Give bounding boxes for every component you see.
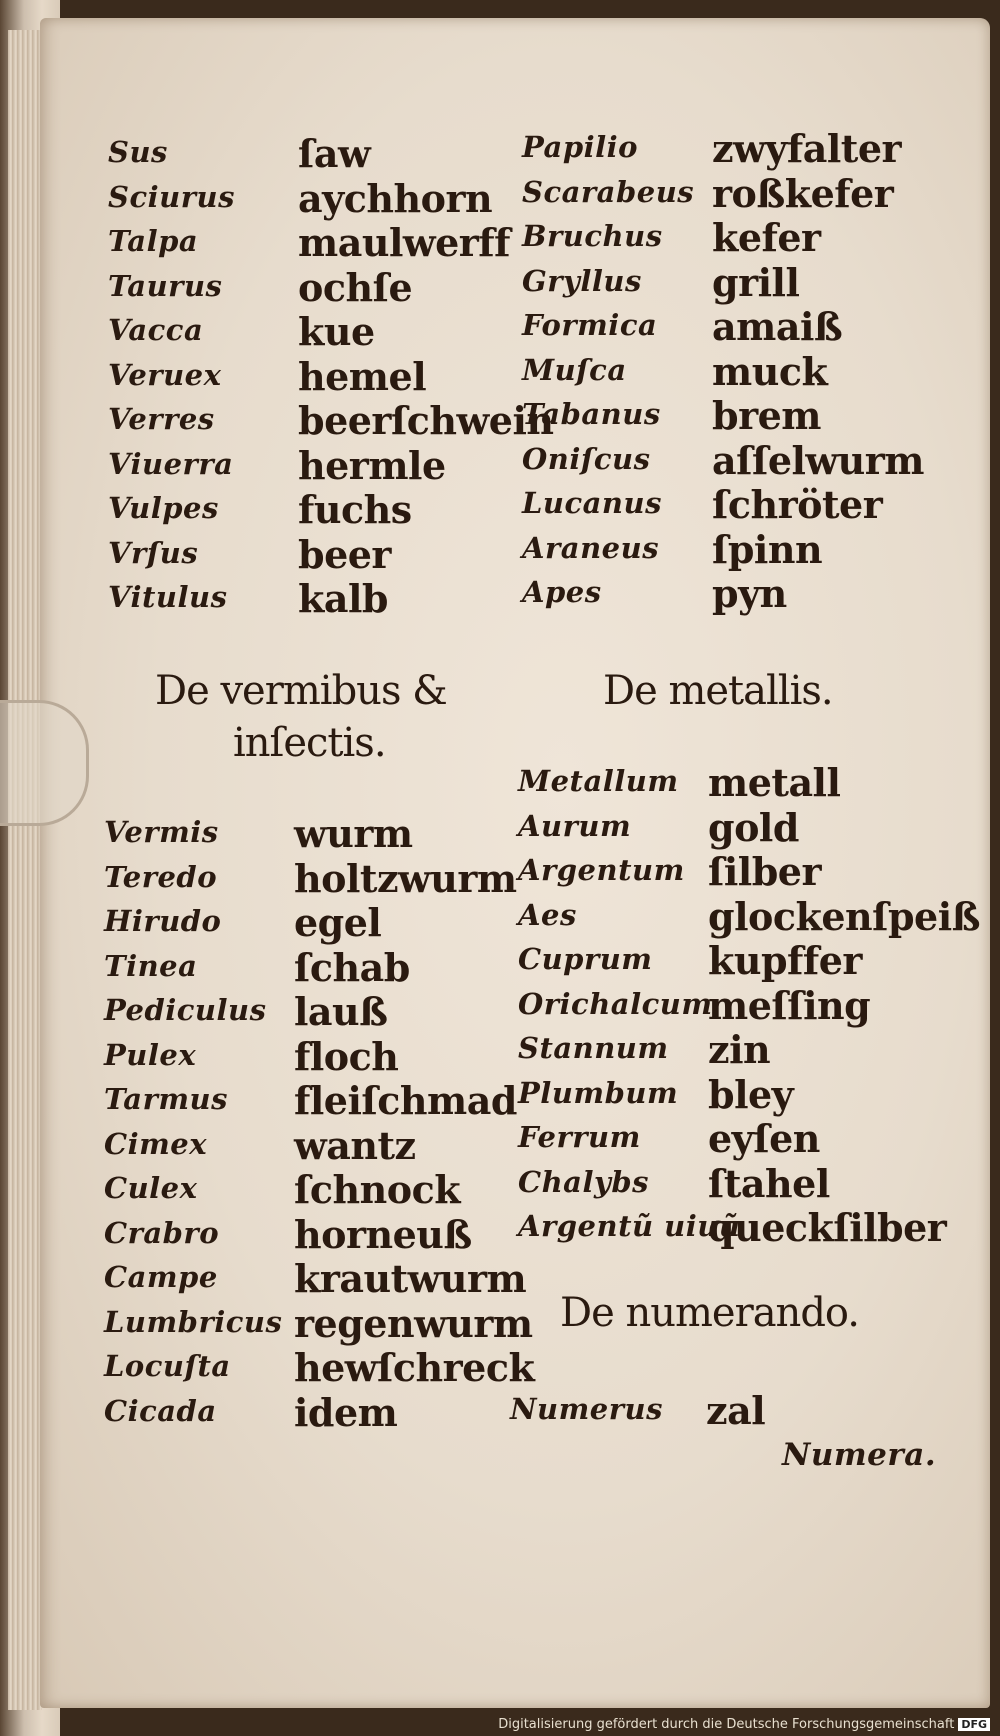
german-term: hemel <box>298 353 427 399</box>
german-term: fuchs <box>298 487 412 532</box>
latin-term: Veruex <box>108 357 222 392</box>
german-term: wantz <box>294 1122 416 1168</box>
german-term: brem <box>712 393 821 438</box>
latin-term: Scarabeus <box>522 174 695 209</box>
latin-term: Argentum <box>518 853 685 887</box>
latin-term: Metallum <box>518 764 679 798</box>
german-term: kalb <box>298 576 388 621</box>
latin-term: Apes <box>522 575 602 609</box>
latin-term: Ferrum <box>518 1120 641 1154</box>
latin-term: Muſca <box>522 352 627 387</box>
german-term: hermle <box>298 442 446 488</box>
german-term: bley <box>708 1071 794 1117</box>
page-tab-marker <box>0 700 89 826</box>
german-term: ochſe <box>298 264 413 310</box>
latin-term: Vulpes <box>108 491 219 525</box>
german-term: horneuß <box>294 1211 472 1257</box>
german-term: ſchröter <box>712 482 883 527</box>
latin-term: Orichalcum <box>518 986 713 1021</box>
german-term: idem <box>294 1389 398 1435</box>
footer-text: Digitalisierung gefördert durch die Deutsche Forschungsgemeinschaft <box>498 1717 955 1732</box>
german-term: beer <box>298 531 391 577</box>
latin-term: Crabro <box>104 1215 220 1250</box>
latin-term: Lucanus <box>522 486 662 520</box>
heading-de-metallis: De metallis. <box>603 668 833 714</box>
latin-term: Oniſcus <box>522 441 651 476</box>
german-term: grill <box>712 259 800 305</box>
latin-term: Tarmus <box>104 1082 228 1116</box>
german-term: ſpinn <box>712 526 823 572</box>
german-term: pyn <box>712 571 787 616</box>
latin-term: Bruchus <box>522 219 663 253</box>
latin-term: Formica <box>522 308 658 342</box>
german-term: meſſing <box>708 982 871 1028</box>
german-term: wurm <box>294 811 413 856</box>
german-term: regenwurm <box>294 1300 533 1346</box>
german-term: zin <box>708 1027 771 1072</box>
latin-term: Cicada <box>104 1393 217 1428</box>
numerus-entry <box>510 1388 810 1436</box>
latin-term: Gryllus <box>522 263 642 298</box>
latin-term: Taurus <box>108 268 223 303</box>
latin-term: Locuſta <box>104 1349 231 1383</box>
german-term: maulwerff <box>298 220 510 265</box>
latin-term: Culex <box>104 1171 198 1205</box>
latin-term: Tabanus <box>522 397 661 431</box>
german-term: zwyfalter <box>712 126 902 171</box>
german-term: ſilber <box>708 849 821 894</box>
page-stack-edge <box>8 30 42 1710</box>
german-term: floch <box>294 1033 399 1079</box>
latin-term: Pulex <box>104 1037 197 1072</box>
latin-term: Lumbricus <box>104 1304 283 1339</box>
german-term: beerſchwein <box>298 398 554 443</box>
latin-term: Cuprum <box>518 942 653 976</box>
latin-term: Vrſus <box>108 535 199 570</box>
latin-term: Viuerra <box>108 446 234 481</box>
latin-term: Vitulus <box>108 580 228 614</box>
german-term: gold <box>708 804 799 850</box>
latin-term: Vacca <box>108 313 204 347</box>
latin-term: Aes <box>518 897 577 932</box>
german-term: queckſilber <box>708 1205 947 1250</box>
latin-term: Numerus <box>510 1392 663 1426</box>
german-term: kue <box>298 309 375 354</box>
german-term: hewſchreck <box>294 1345 535 1390</box>
dfg-logo: DFG <box>958 1718 990 1731</box>
latin-term: Aurum <box>518 808 632 843</box>
german-term: amaiß <box>712 304 843 349</box>
german-term: muck <box>712 348 828 394</box>
catchword: Numera. <box>782 1437 937 1473</box>
latin-term: Argentũ uiuũ <box>518 1209 741 1243</box>
german-term: ſchab <box>294 944 410 990</box>
latin-term: Pediculus <box>104 993 267 1027</box>
german-term: krautwurm <box>294 1256 527 1301</box>
latin-term: Araneus <box>522 530 660 565</box>
german-term: metall <box>708 760 841 805</box>
german-term: kefer <box>712 215 821 260</box>
latin-term: Cimex <box>104 1126 208 1161</box>
latin-term: Chalybs <box>518 1164 649 1199</box>
german-term: holtzwurm <box>294 855 517 901</box>
german-term: fleiſchmad <box>294 1078 517 1123</box>
german-term: eyſen <box>708 1116 820 1161</box>
german-term: aſſelwurm <box>712 437 924 483</box>
german-term: ſaw <box>298 131 371 176</box>
german-term: lauß <box>294 989 388 1034</box>
german-term: ſtahel <box>708 1160 830 1206</box>
latin-term: Sus <box>108 135 168 169</box>
latin-term: Vermis <box>104 815 219 849</box>
german-term: aychhorn <box>298 175 493 221</box>
footer-credit <box>498 1717 990 1732</box>
latin-term: Tinea <box>104 948 198 983</box>
latin-term: Verres <box>108 402 215 436</box>
german-term: roßkefer <box>712 170 894 216</box>
latin-term: Papilio <box>522 130 638 164</box>
latin-term: Plumbum <box>518 1075 679 1110</box>
latin-term: Stannum <box>518 1031 669 1065</box>
latin-term: Hirudo <box>104 904 222 938</box>
latin-term: Campe <box>104 1260 218 1294</box>
heading-de-vermibus-line2: inſectis. <box>233 720 386 766</box>
latin-term: Talpa <box>108 224 199 258</box>
german-term: ſchnock <box>294 1167 461 1212</box>
german-term: zal <box>706 1388 766 1433</box>
german-term: egel <box>294 900 382 945</box>
heading-de-numerando: De numerando. <box>560 1290 860 1336</box>
latin-term: Teredo <box>104 859 218 894</box>
heading-de-vermibus: De vermibus & <box>155 668 447 714</box>
german-term: glockenſpeiß <box>708 893 981 939</box>
german-term: kupffer <box>708 938 862 983</box>
latin-term: Sciurus <box>108 179 235 214</box>
